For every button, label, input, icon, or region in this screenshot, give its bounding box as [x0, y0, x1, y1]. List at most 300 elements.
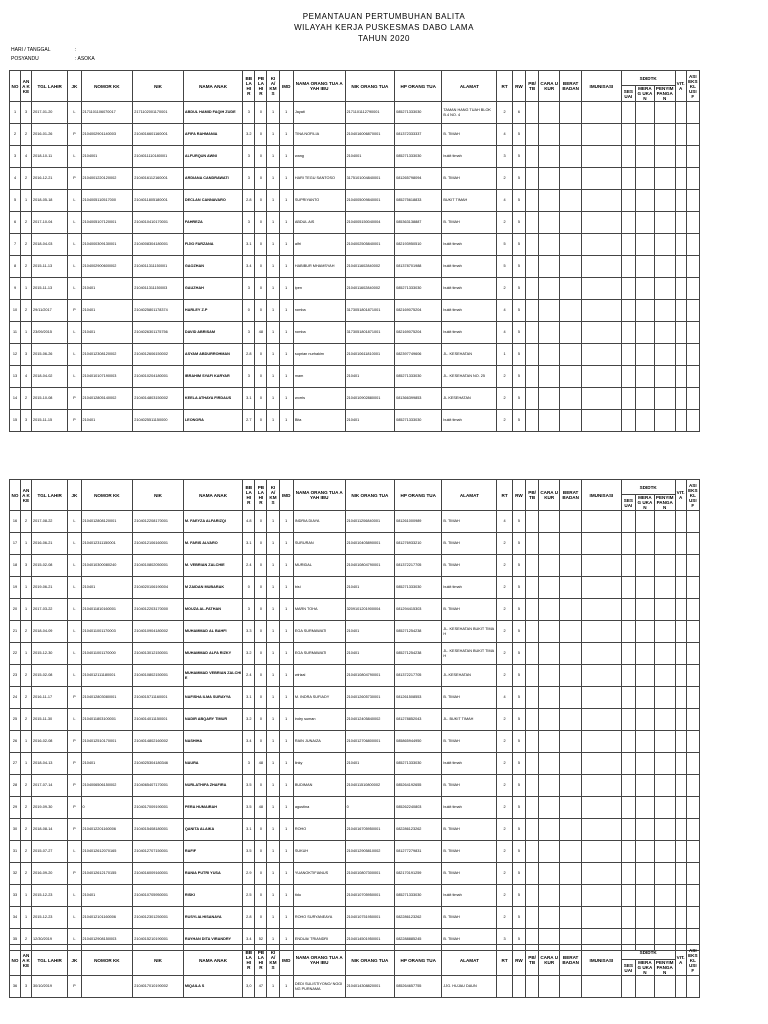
table-cell: 085271254238	[395, 643, 442, 665]
table-row	[10, 775, 700, 797]
col-header-pb-lahir: PB LAHI R	[255, 480, 267, 511]
table-cell	[621, 621, 635, 643]
table-cell	[526, 775, 539, 797]
table-cell: 48	[255, 797, 267, 819]
table-cell: KEELA ATHAYA FIRDAUS	[183, 388, 242, 410]
table-cell: 2.9	[243, 863, 255, 885]
table-row	[10, 819, 700, 841]
table-cell: 2016-01-26	[32, 124, 68, 146]
table-cell	[675, 344, 686, 366]
table-cell	[621, 388, 635, 410]
table-cell: 2015-11-13	[32, 278, 68, 300]
table-cell	[686, 256, 699, 278]
table-cell	[526, 797, 539, 819]
table-cell: 0	[255, 344, 267, 366]
hari-label: HARI / TANGGAL	[11, 47, 51, 53]
table-cell: bukit timah	[442, 146, 497, 168]
table-cell	[526, 322, 539, 344]
table-cell: 2104012803080001	[81, 687, 133, 709]
table-cell: 5	[512, 146, 525, 168]
table-cell: L	[68, 599, 81, 621]
table-cell: L	[68, 278, 81, 300]
table-cell: 1	[267, 621, 279, 643]
table-cell	[539, 797, 560, 819]
table-cell: IBRAHIM SYAFI KARYAR	[183, 366, 242, 388]
table-cell: 4	[21, 366, 32, 388]
table-cell: 5	[512, 687, 525, 709]
table-cell	[526, 256, 539, 278]
table-cell	[675, 907, 686, 929]
table-row	[10, 976, 700, 998]
table-cell: DECLAN CANNAVARO	[183, 190, 242, 212]
table-cell: 5	[512, 234, 525, 256]
table-cell: 4	[497, 190, 512, 212]
table-cell	[654, 621, 675, 643]
table-cell: 085264192655	[395, 775, 442, 797]
table-cell	[621, 533, 635, 555]
table-cell: 2.7	[243, 410, 255, 432]
table-cell: 2	[497, 665, 512, 687]
table-cell: 2104012308120002	[81, 344, 133, 366]
table-cell: L	[68, 190, 81, 212]
table-cell	[654, 300, 675, 322]
table-cell	[675, 687, 686, 709]
table-cell: 2017-07-14	[32, 775, 68, 797]
table-cell: 2018-05-18	[32, 190, 68, 212]
table-cell	[675, 976, 686, 998]
table-cell: JL. KESEHATAN BUKIT TIMAH	[442, 621, 497, 643]
table-cell: 5	[512, 797, 525, 819]
table-cell: 2	[497, 775, 512, 797]
table-cell	[526, 863, 539, 885]
table-cell: 081372217705	[395, 555, 442, 577]
table-row	[10, 102, 700, 124]
table-cell	[560, 819, 582, 841]
table-cell: bukit timah	[442, 885, 497, 907]
col-header-kia-kms: KIA/ KM S	[267, 480, 279, 511]
col-header-rw: RW	[512, 480, 525, 511]
table-cell: 12/30/2019	[32, 929, 68, 951]
table-row	[10, 410, 700, 432]
table-cell	[675, 190, 686, 212]
col-header-no-kk: NOMOR KK	[81, 945, 133, 976]
table-cell: JJG. HUJAU DAUN	[442, 976, 497, 998]
table-cell	[621, 797, 635, 819]
table-cell: 2104013012150001	[133, 643, 184, 665]
table-row	[10, 234, 700, 256]
table-cell	[654, 102, 675, 124]
table-cell: 1	[279, 555, 293, 577]
col-header-hp-ortu: HP ORANG TUA	[395, 945, 442, 976]
table-cell	[686, 190, 699, 212]
table-cell: 3	[243, 322, 255, 344]
table-cell: 1	[279, 643, 293, 665]
table-cell	[675, 577, 686, 599]
table-cell	[582, 976, 622, 998]
table-cell: 23	[10, 665, 21, 687]
table-cell: 31	[10, 841, 21, 863]
table-cell: 2015-10-08	[32, 388, 68, 410]
table-cell: 2104012805140002	[81, 388, 133, 410]
table-cell	[675, 234, 686, 256]
table-cell: 0	[255, 300, 267, 322]
table-cell: 5	[10, 190, 21, 212]
table-cell	[526, 665, 539, 687]
table-cell: 3.1	[243, 819, 255, 841]
table-cell: 1	[279, 511, 293, 533]
table-cell	[654, 731, 675, 753]
table-cell: 1	[279, 577, 293, 599]
table-row	[10, 577, 700, 599]
table-cell: L	[68, 907, 81, 929]
table-cell: 2.5	[243, 885, 255, 907]
table-cell: 2016-12-21	[32, 168, 68, 190]
table-cell: 2	[21, 621, 32, 643]
table-cell: 2	[497, 278, 512, 300]
table-cell	[636, 102, 655, 124]
table-cell: 1	[267, 599, 279, 621]
table-cell	[539, 212, 560, 234]
table-cell: 2018-04-02	[32, 366, 68, 388]
table-cell	[539, 300, 560, 322]
table-cell	[560, 577, 582, 599]
table-cell: 2015-11-13	[32, 256, 68, 278]
table-cell: 0	[255, 731, 267, 753]
table-cell	[560, 511, 582, 533]
table-cell	[526, 643, 539, 665]
table-cell	[621, 278, 635, 300]
table-cell: 5	[512, 775, 525, 797]
table-cell: agustina	[293, 797, 345, 819]
table-cell: 3	[243, 102, 255, 124]
table-cell: 5	[512, 709, 525, 731]
table-cell: linky	[293, 753, 345, 775]
col-header-hp-ortu: HP ORANG TUA	[395, 71, 442, 102]
table-cell	[636, 577, 655, 599]
col-header-alamat: ALAMAT	[442, 945, 497, 976]
table-cell: 2	[497, 599, 512, 621]
table-cell: 36	[10, 976, 21, 998]
table-cell: 1	[21, 278, 32, 300]
table-cell	[675, 410, 686, 432]
table-cell: 1	[279, 410, 293, 432]
table-cell	[636, 256, 655, 278]
table-cell: 3	[21, 976, 32, 998]
table-cell	[526, 885, 539, 907]
table-cell: SURURAN	[293, 533, 345, 555]
table-cell: 2	[10, 124, 21, 146]
table-cell: 3173051801871001	[345, 322, 395, 344]
table-cell: 0	[255, 511, 267, 533]
table-cell: 2104010904180002	[133, 621, 184, 643]
table-cell: 1	[267, 775, 279, 797]
table-cell: 5	[512, 929, 525, 951]
table-cell: 1	[21, 190, 32, 212]
table-cell	[654, 511, 675, 533]
table-cell: 3209101201900004	[345, 599, 395, 621]
table-cell: 5	[512, 665, 525, 687]
table-cell	[526, 388, 539, 410]
table-cell: 11	[10, 322, 21, 344]
table-cell	[582, 599, 622, 621]
table-cell	[621, 190, 635, 212]
table-cell: 082169075204	[395, 322, 442, 344]
table-cell: RAFIF	[183, 841, 242, 863]
table-cell	[686, 555, 699, 577]
table-section-3	[9, 944, 700, 998]
table-cell: 4	[497, 300, 512, 322]
table-cell: 2	[497, 797, 512, 819]
table-cell	[582, 190, 622, 212]
col-header-no-kk: NOMOR KK	[81, 71, 133, 102]
table-cell	[636, 124, 655, 146]
table-cell: 2	[497, 753, 512, 775]
table-cell	[636, 797, 655, 819]
table-cell	[560, 300, 582, 322]
table-cell: 32	[10, 863, 21, 885]
table-cell: 0	[255, 687, 267, 709]
table-cell: 3	[21, 344, 32, 366]
table-cell: 23/09/2015	[32, 322, 68, 344]
table-cell: 1	[279, 709, 293, 731]
col-header-nik-ortu: NIK ORANG TUA	[345, 480, 395, 511]
table-cell	[539, 863, 560, 885]
table-cell: 10	[10, 300, 21, 322]
table-cell: 2	[497, 533, 512, 555]
table-cell: 085865944950	[395, 731, 442, 753]
table-cell: 210401	[345, 643, 395, 665]
col-header-kia-kms: KIA/ KM S	[267, 71, 279, 102]
table-cell: HABIBUR MHAMSYAH	[293, 256, 345, 278]
table-cell	[526, 621, 539, 643]
col-header-ses-uai: SES UAI	[621, 495, 635, 511]
table-row	[10, 278, 700, 300]
table-cell: EGA SURMAWATI	[293, 621, 345, 643]
table-cell	[539, 841, 560, 863]
table-cell	[526, 212, 539, 234]
table-cell: 0	[255, 212, 267, 234]
col-header-nik: NIK	[133, 71, 184, 102]
col-header-tgl-lahir: TGL LAHIR	[32, 945, 68, 976]
table-cell: 2	[21, 775, 32, 797]
table-cell	[621, 555, 635, 577]
table-cell: alfri	[293, 234, 345, 256]
table-cell	[560, 643, 582, 665]
table-cell: 3.1	[243, 687, 255, 709]
table-cell: 1	[267, 753, 279, 775]
table-cell: 1	[21, 322, 32, 344]
col-header-ana-ke: ANA K KE	[21, 480, 32, 511]
table-cell: 3	[243, 212, 255, 234]
col-header-penyim-pangan: PENYIM PANGAN	[655, 960, 674, 975]
table-cell	[686, 388, 699, 410]
table-cell: 3.4	[243, 731, 255, 753]
table-cell	[621, 212, 635, 234]
table-cell: 2	[497, 366, 512, 388]
table-cell	[654, 168, 675, 190]
table-cell: 2104011803100001	[81, 709, 133, 731]
table-cell: 2015-02-08	[32, 665, 68, 687]
col-header-nama-anak: NAMA ANAK	[183, 480, 242, 511]
table-cell: 3	[21, 410, 32, 432]
table-cell	[654, 146, 675, 168]
table-cell	[636, 643, 655, 665]
table-cell	[560, 212, 582, 234]
table-cell: 5	[512, 511, 525, 533]
table-cell	[636, 599, 655, 621]
table-cell: 34	[10, 907, 21, 929]
table-row	[10, 168, 700, 190]
table-cell: ALFURQUN AWNI	[183, 146, 242, 168]
table-row	[10, 124, 700, 146]
table-cell	[654, 388, 675, 410]
table-cell: 1	[267, 976, 279, 998]
table-cell: INDRIA DIAYA	[293, 511, 345, 533]
table-cell	[654, 907, 675, 929]
table-cell: TINA NOFILIA	[293, 124, 345, 146]
table-cell	[636, 841, 655, 863]
table-cell: 2104016009160001	[133, 863, 184, 885]
table-cell	[636, 621, 655, 643]
table-cell: 2104011001170000	[81, 643, 133, 665]
table-cell	[560, 709, 582, 731]
table-cell	[686, 841, 699, 863]
table-cell: 2	[497, 102, 512, 124]
col-header-cara-ukur: CARA UKUR	[539, 945, 560, 976]
table-cell	[539, 599, 560, 621]
col-header-berat-badan: BERAT BADAN	[560, 945, 582, 976]
table-cell	[636, 366, 655, 388]
table-cell: 2	[21, 388, 32, 410]
table-cell: 3	[497, 929, 512, 951]
table-cell: JL. KESEHATAN	[442, 344, 497, 366]
table-cell	[582, 731, 622, 753]
table-cell	[539, 687, 560, 709]
table-cell: 2	[21, 797, 32, 819]
posyandu-value: : ASOKA	[75, 56, 95, 62]
table-cell	[539, 410, 560, 432]
table-cell: 2104025304180346	[133, 753, 184, 775]
table-cell: 5	[512, 731, 525, 753]
table-cell	[497, 976, 512, 998]
table-cell: 2104000309130001	[81, 234, 133, 256]
table-cell	[621, 102, 635, 124]
table-cell: 2104011510800002	[345, 775, 395, 797]
table-cell: 1	[267, 410, 279, 432]
table-cell: 2104014011150001	[133, 709, 184, 731]
table-cell: P	[68, 687, 81, 709]
table-cell: B. TIMAH	[442, 819, 497, 841]
table-cell: 210401	[345, 577, 395, 599]
table-cell: 2	[21, 929, 32, 951]
table-cell: 1	[279, 621, 293, 643]
table-cell: P	[68, 753, 81, 775]
col-header-nik-ortu: NIK ORANG TUA	[345, 71, 395, 102]
table-cell: 4	[497, 322, 512, 344]
table-cell: RISKI	[183, 885, 242, 907]
table-cell: 1	[267, 643, 279, 665]
table-row	[10, 256, 700, 278]
col-header-hp-ortu: HP ORANG TUA	[395, 480, 442, 511]
table-cell: P	[68, 168, 81, 190]
table-cell: 6	[10, 212, 21, 234]
table-cell: 1	[267, 344, 279, 366]
table-cell	[654, 885, 675, 907]
table-row	[10, 533, 700, 555]
table-cell: SUPRIYANTO	[293, 190, 345, 212]
table-cell	[654, 577, 675, 599]
table-cell	[636, 300, 655, 322]
table-cell	[539, 907, 560, 929]
table-cell	[526, 511, 539, 533]
table-cell: 2104010705950001	[345, 885, 395, 907]
table-cell	[560, 687, 582, 709]
table-cell: L	[68, 511, 81, 533]
table-cell: 085271333030	[395, 146, 442, 168]
table-cell	[539, 976, 560, 998]
table-cell: 9	[10, 278, 21, 300]
table-cell	[686, 168, 699, 190]
table-cell	[636, 278, 655, 300]
col-header-nama-ortu: NAMA ORANG TUA AYAH IBU	[293, 71, 345, 102]
table-cell	[539, 709, 560, 731]
table-cell	[675, 709, 686, 731]
table-cell: 47	[255, 976, 267, 998]
col-header-bb-lahir: BB LAHI R	[243, 480, 255, 511]
table-cell: 2	[497, 819, 512, 841]
table-cell	[686, 366, 699, 388]
table-cell	[654, 212, 675, 234]
table-cell	[636, 907, 655, 929]
col-header-sdidtk: SDIDTK	[621, 480, 675, 495]
table-cell	[686, 665, 699, 687]
table-cell	[654, 533, 675, 555]
table-cell: 081366399853	[395, 388, 442, 410]
table-cell: 2104002901140003	[81, 124, 133, 146]
table-cell	[560, 907, 582, 929]
table-cell: L	[68, 709, 81, 731]
table-cell: 15	[10, 410, 21, 432]
table-cell	[539, 621, 560, 643]
table-cell: 0	[255, 577, 267, 599]
table-cell: 081378701988	[395, 256, 442, 278]
table-cell: 2016-09-20	[32, 863, 68, 885]
table-cell: 0	[255, 256, 267, 278]
page-title-1: PEMANTAUAN PERTUMBUHAN BALITA	[302, 12, 466, 21]
table-cell: 0	[255, 146, 267, 168]
col-header-nama-ortu: NAMA ORANG TUA AYAH IBU	[293, 945, 345, 976]
table-cell: 2104016601160001	[133, 124, 184, 146]
table-cell: JL. BUKIT TIMAH	[442, 709, 497, 731]
table-cell: 1	[279, 234, 293, 256]
table-cell: L	[68, 212, 81, 234]
table-cell: 2104014501950001	[345, 929, 395, 951]
table-row	[10, 841, 700, 863]
table-cell: 0	[255, 388, 267, 410]
table-row	[10, 753, 700, 775]
table-cell	[582, 511, 622, 533]
table-cell	[675, 533, 686, 555]
table-cell: 0	[255, 168, 267, 190]
table-cell: 2016-02-08	[32, 731, 68, 753]
table-cell: 1	[267, 234, 279, 256]
table-cell: 8	[10, 256, 21, 278]
table-cell: 2104012606150002	[133, 344, 184, 366]
table-cell: MUHAMMAD AL BAHFI	[183, 621, 242, 643]
col-header-no: NO	[10, 71, 21, 102]
table-cell	[582, 907, 622, 929]
table-cell: P	[68, 976, 81, 998]
